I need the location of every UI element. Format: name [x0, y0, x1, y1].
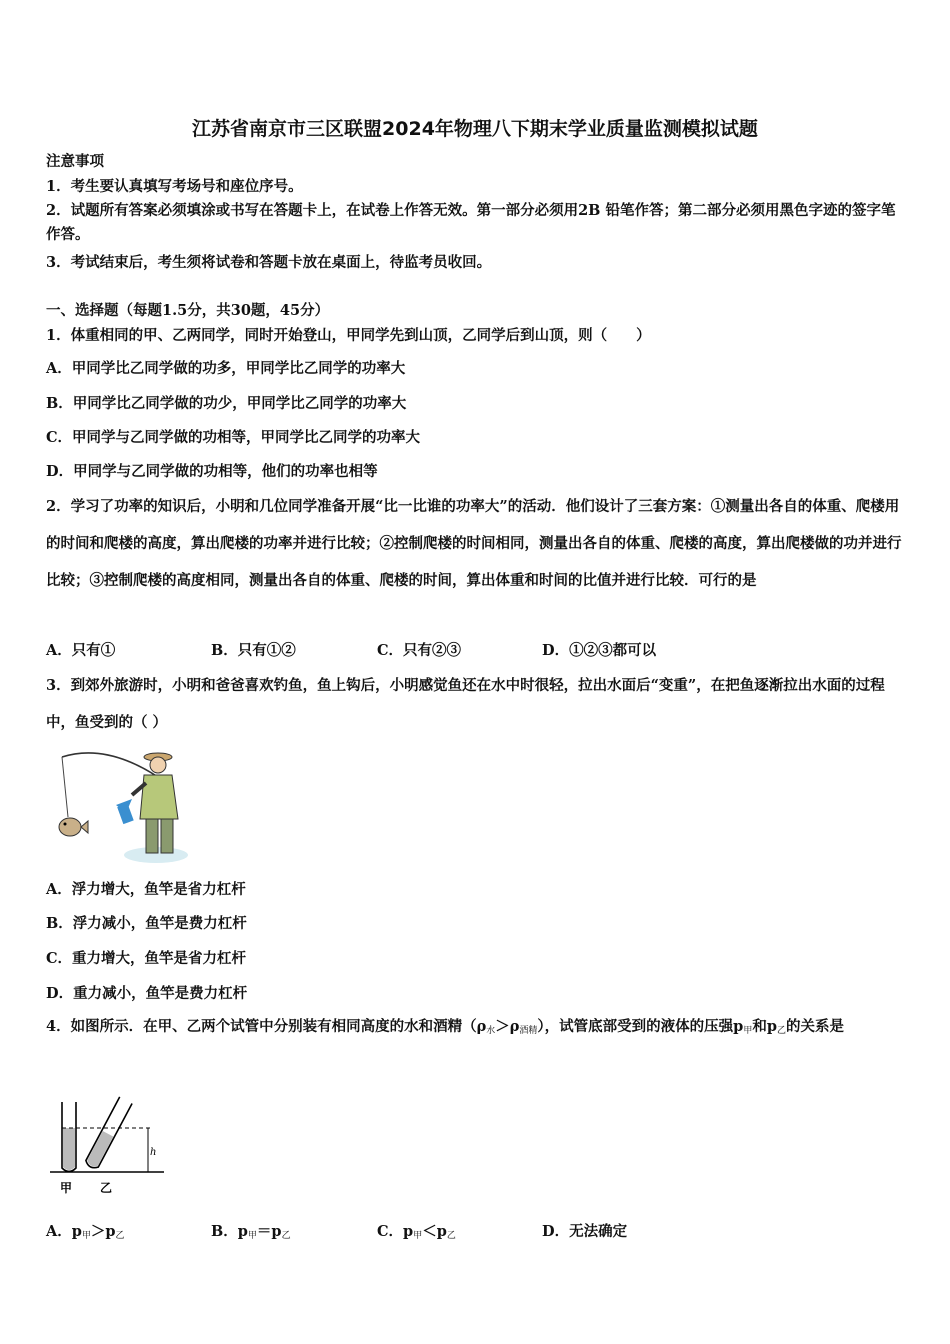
q4-a-mid: ＞p: [90, 1223, 116, 1240]
q4-c-pre: C．p: [377, 1223, 414, 1240]
q4-stem-part-d: 和p: [752, 1018, 777, 1035]
q4-a-sub1: 甲: [81, 1231, 91, 1241]
q4-stem-part-e: 的关系是: [785, 1018, 844, 1035]
q4-option-b: [211, 1223, 291, 1245]
q3-option-d: D．重力减小，鱼竿是费力杠杆: [46, 985, 248, 1002]
q2-option-a: A．只有①: [46, 642, 116, 659]
page-title: 江苏省南京市三区联盟2024年物理八下期末学业质量监测模拟试题: [192, 118, 758, 140]
q1-option-d: D．甲同学与乙同学做的功相等，他们的功率也相等: [46, 463, 378, 480]
q4-sub-yi: 乙: [776, 1026, 786, 1036]
height-label: h: [150, 1147, 157, 1158]
q4-sub-alcohol: 酒精: [519, 1026, 538, 1036]
q4-sub-jia: 甲: [743, 1026, 753, 1036]
q3-option-c: C．重力增大，鱼竿是省力杠杆: [46, 950, 247, 967]
q2-option-b: B．只有①②: [211, 642, 296, 659]
tube-label-jia: 甲: [60, 1181, 73, 1195]
q3-option-a: A．浮力增大，鱼竿是省力杠杆: [46, 881, 246, 898]
q2-option-c: C．只有②③: [377, 642, 462, 659]
q4-option-c: [377, 1223, 456, 1245]
q4-b-sub2: 乙: [281, 1231, 291, 1241]
fishing-illustration: [46, 743, 196, 868]
notice-heading: 注意事项: [46, 153, 104, 170]
q4-c-mid: ＜p: [422, 1223, 447, 1240]
notice-item-2: 2．试题所有答案必须填涂或书写在答题卡上，在试卷上作答无效。第一部分必须用2B 铅笔作答；第二部分必须用黑色字迹的签字笔作答。: [46, 202, 896, 243]
q4-d-pre: D．无法确定: [542, 1223, 628, 1240]
q4-option-d: [542, 1223, 627, 1241]
q1-option-b: B．甲同学比乙同学做的功少，甲同学比乙同学的功率大: [46, 395, 407, 412]
q4-stem-part-a: 4．如图所示．在甲、乙两个试管中分别装有相同高度的水和酒精（ρ: [46, 1018, 487, 1035]
q4-c-sub2: 乙: [446, 1231, 456, 1241]
q4-a-sub2: 乙: [115, 1231, 125, 1241]
q4-b-pre: B．p: [211, 1223, 248, 1240]
section-heading: 一、选择题（每题1.5分，共30题，45分）: [46, 302, 330, 319]
q3-stem: 3．到郊外旅游时，小明和爸爸喜欢钓鱼，鱼上钩后，小明感觉鱼还在水中时很轻，拉出水面后“变重”，在把鱼逐渐拉出水面的过程中，鱼受到的（ ）: [46, 677, 885, 731]
q4-option-a: [46, 1223, 125, 1245]
q4-b-mid: ＝p: [256, 1223, 282, 1240]
q1-option-a: A．甲同学比乙同学做的功多，甲同学比乙同学的功率大: [46, 360, 406, 377]
q2-stem: 2．学习了功率的知识后，小明和几位同学准备开展“比一比谁的功率大”的活动．他们设计了三套方案：①测量出各自的体重、爬楼用的时间和爬楼的高度，算出爬楼的功率并进行比较；②控制爬楼的时间相同，测量出各自的体重、爬楼的高度，算出爬楼做的功并进行比较；③控制爬楼的高度相同，测量出各自的体重、爬楼的时间，算出体重和时间的比值并进行比较．可行的是: [46, 498, 902, 589]
q4-sub-water: 水: [486, 1026, 496, 1036]
q4-stem: [46, 1008, 906, 1050]
q4-c-sub1: 甲: [413, 1231, 423, 1241]
q4-stem-part-c: ），试管底部受到的液体的压强p: [537, 1018, 744, 1035]
q4-stem-part-b: ＞ρ: [495, 1018, 520, 1035]
notice-item-3: 3．考试结束后，考生须将试卷和答题卡放在桌面上，待监考员收回。: [46, 254, 492, 271]
q4-a-pre: A．p: [46, 1223, 82, 1240]
test-tubes-diagram: [48, 1096, 168, 1196]
q1-stem: 1．体重相同的甲、乙两同学，同时开始登山，甲同学先到山顶，乙同学后到山顶，则（ ）: [46, 327, 651, 344]
tube-label-yi: 乙: [100, 1181, 113, 1195]
q4-b-sub1: 甲: [247, 1231, 257, 1241]
q2-option-d: D．①②③都可以: [542, 642, 657, 659]
q1-option-c: C．甲同学与乙同学做的功相等，甲同学比乙同学的功率大: [46, 429, 421, 446]
notice-item-1: 1．考生要认真填写考场号和座位序号。: [46, 178, 303, 195]
q3-option-b: B．浮力减小，鱼竿是费力杠杆: [46, 915, 247, 932]
